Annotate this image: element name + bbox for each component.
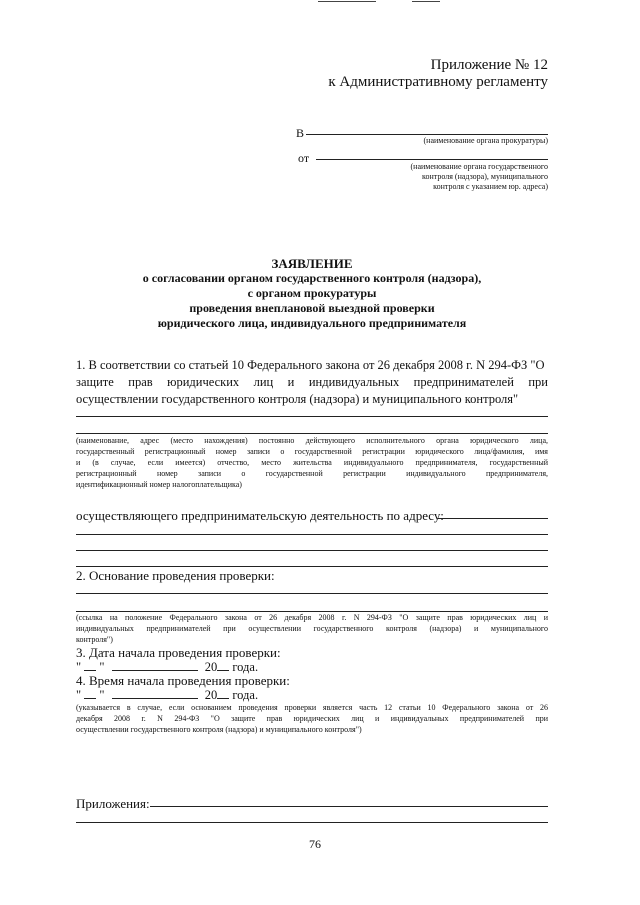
from-caption-2: контроля (надзора), муниципального — [421, 172, 548, 181]
entity-note-line3: и (в случае, если имеется) отчество, место жительства индивидуального предпринимателя, государственный — [76, 458, 548, 467]
scan-artifact — [318, 1, 376, 2]
section1-text-line3: осуществлении государственного контроля (надзора) и муниципального контроля" — [76, 392, 519, 406]
attachments-field-2[interactable] — [76, 822, 548, 823]
start-day-field[interactable] — [84, 660, 96, 671]
time-year-prefix: 20 — [204, 688, 218, 702]
entity-note-line1: (наименование, адрес (место нахождения) постоянно действующего исполнительного органа юридического лица, — [76, 436, 548, 445]
basis-field-2[interactable] — [76, 611, 548, 612]
time-note-line3: осуществлении государственного контроля (надзора) и муниципального контроля") — [76, 725, 362, 734]
time-note-line1: (указывается в случае, если основанием проведения проверки является часть 12 статьи 10 Федерального закона от 26 — [76, 703, 548, 712]
section4-heading: 4. Время начала проведения проверки: — [76, 673, 290, 688]
appendix-reference: к Административному регламенту — [328, 74, 548, 90]
time-month-field[interactable] — [112, 688, 198, 699]
activity-address-field-2[interactable] — [76, 534, 548, 535]
from-label: от — [298, 151, 310, 165]
entity-note-line2: государственный регистрационный номер записи о государственной регистрации юридического лица/фамилия, имя — [76, 447, 548, 456]
quote-open: " — [76, 660, 82, 674]
time-day-field[interactable] — [84, 688, 96, 699]
start-time-row — [76, 687, 548, 703]
time-year-suffix: года. — [232, 688, 259, 702]
section1-text-line2: защите прав юридических лиц и индивидуальных предпринимателей при — [76, 375, 548, 389]
from-field[interactable] — [316, 159, 548, 160]
document-subtitle-1: о согласовании органом государственного контроля (надзора), — [142, 271, 482, 285]
entity-field-1[interactable] — [76, 416, 548, 417]
entity-note-line4: регистрационный номер записи о государственной регистрации индивидуального предпринимателя, — [76, 469, 548, 478]
document-subtitle-4: юридического лица, индивидуального предпринимателя — [157, 316, 467, 330]
attachments-field-1[interactable] — [150, 806, 548, 807]
activity-address-field[interactable] — [438, 518, 548, 519]
time-note-line2: декабря 2008 г. N 294-ФЗ "О защите прав юридических лиц и индивидуальных предпринимателей при — [76, 714, 548, 723]
to-caption: (наименование органа прокуратуры) — [423, 136, 548, 145]
appendix-number: Приложение № 12 — [430, 57, 548, 73]
attachments-label: Приложения: — [76, 796, 150, 811]
to-label: В — [296, 126, 305, 140]
to-field[interactable] — [306, 134, 548, 135]
start-year-suffix: года. — [232, 660, 259, 674]
start-year-prefix: 20 — [204, 660, 218, 674]
document-subtitle-3: проведения внеплановой выездной проверки — [189, 301, 435, 315]
quote-close: " — [99, 660, 105, 674]
basis-note-line2: индивидуальных предпринимателей при осуществлении государственного контроля (надзора) и муниципального — [76, 624, 548, 633]
entity-field-2[interactable] — [76, 433, 548, 434]
quote-open: " — [76, 688, 82, 702]
entity-note-line5: идентификационный номер налогоплательщика) — [76, 480, 242, 489]
start-month-field[interactable] — [112, 660, 198, 671]
from-caption-3: контроля с указанием юр. адреса) — [433, 182, 548, 191]
activity-address-field-4[interactable] — [76, 566, 548, 567]
start-year-field[interactable] — [217, 660, 229, 671]
document-subtitle-2: с органом прокуратуры — [247, 286, 377, 300]
basis-field-1[interactable] — [76, 593, 548, 594]
time-year-field[interactable] — [217, 688, 229, 699]
page-number: 76 — [309, 837, 321, 851]
basis-note-line3: контроля") — [76, 635, 113, 644]
activity-address-label: осуществляющего предпринимательскую деятельность по адресу: — [76, 508, 444, 523]
activity-address-field-3[interactable] — [76, 550, 548, 551]
from-caption-1: (наименование органа государственного — [410, 162, 548, 171]
section1-text-line1: 1. В соответствии со статьей 10 Федерального закона от 26 декабря 2008 г. N 294-ФЗ "О — [76, 358, 545, 372]
section3-heading: 3. Дата начала проведения проверки: — [76, 645, 281, 660]
document-title: ЗАЯВЛЕНИЕ — [271, 256, 353, 271]
quote-close: " — [99, 688, 105, 702]
basis-note-line1: (ссылка на положение Федерального закона от 26 декабря 2008 г. N 294-ФЗ "О защите прав юридических лиц и — [76, 613, 548, 622]
section2-heading: 2. Основание проведения проверки: — [76, 568, 275, 583]
scan-artifact — [412, 1, 440, 2]
